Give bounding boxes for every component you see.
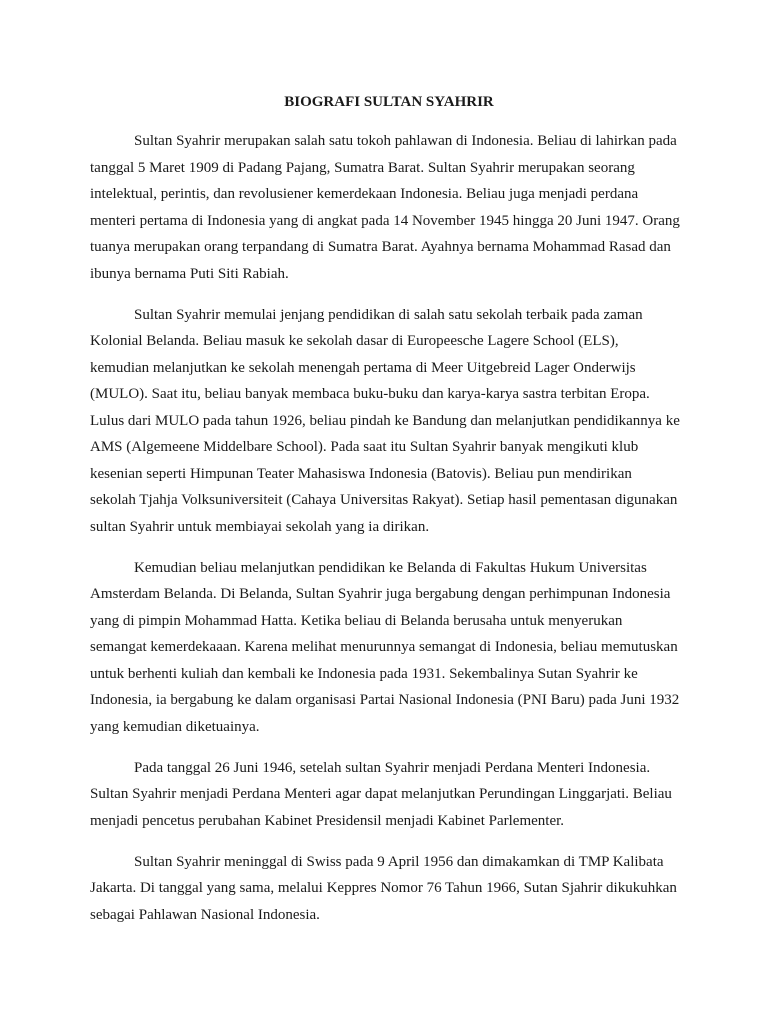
paragraph-death: Sultan Syahrir meninggal di Swiss pada 9 April 1956 dan dimakamkan di TMP Kalibata Jakarta. Di tanggal yang sama, melalui Keppres Nomor 76 Tahun 1966, Sutan Sjahrir dikukuhkan sebagai Pahlawan Nasional Indonesia.	[90, 853, 677, 923]
paragraph-netherlands: Kemudian beliau melanjutkan pendidikan ke Belanda di Fakultas Hukum Universitas Amsterdam Belanda. Di Belanda, Sultan Syahrir juga bergabung dengan perhimpunan Indonesia yang di pimpin Mohammad Hatta. Ketika beliau di Belanda berusaha untuk menyerukan semangat kemerdekaaan. Karena melihat menurunnya semangat di Indonesia, beliau memutuskan untuk berhenti kuliah dan kembali ke Indonesia pada 1931. Sekembalinya Sutan Syahrir ke Indonesia, ia bergabung ke dalam organisasi Partai Nasional Indonesia (PNI Baru) pada Juni 1932 yang kemudian diketuainya.	[90, 559, 680, 735]
paragraph-prime-minister: Pada tanggal 26 Juni 1946, setelah sultan Syahrir menjadi Perdana Menteri Indonesia. Sultan Syahrir menjadi Perdana Menteri agar dapat melanjutkan Perundingan Linggarjati. Beliau menjadi pencetus perubahan Kabinet Presidensil menjadi Kabinet Parlementer.	[90, 759, 672, 829]
paragraph-education: Sultan Syahrir memulai jenjang pendidikan di salah satu sekolah terbaik pada zaman Kolonial Belanda. Beliau masuk ke sekolah dasar di Europeesche Lagere School (ELS), kemudian melanjutkan ke sekolah menengah pertama di Meer Uitgebreid Lager Onderwijs (MULO). Saat itu, beliau banyak membaca buku-buku dan karya-karya sastra terbitan Eropa. Lulus dari MULO pada tahun 1926, beliau pindah ke Bandung dan melanjutkan pendidikannya ke AMS (Algemeene Middelbare School). Pada saat itu Sultan Syahrir banyak mengikuti klub kesenian seperti Himpunan Teater Mahasiswa Indonesia (Batovis). Beliau pun mendirikan sekolah Tjahja Volksuniversiteit (Cahaya Universitas Rakyat). Setiap hasil pementasan digunakan sultan Syahrir untuk membiayai sekolah yang ia dirikan.	[90, 306, 680, 535]
paragraph-birth: Sultan Syahrir merupakan salah satu tokoh pahlawan di Indonesia. Beliau di lahirkan pada tanggal 5 Maret 1909 di Padang Pajang, Sumatra Barat. Sultan Syahrir merupakan seorang intelektual, perintis, dan revolusiener kemerdekaan Indonesia. Beliau juga menjadi perdana menteri pertama di Indonesia yang di angkat pada 14 November 1945 hingga 20 Juni 1947. Orang tuanya merupakan orang terpandang di Sumatra Barat. Ayahnya bernama Mohammad Rasad dan ibunya bernama Puti Siti Rabiah.	[90, 133, 680, 282]
document-title: BIOGRAFI SULTAN SYAHRIR	[284, 94, 494, 110]
document-body	[90, 90, 680, 943]
